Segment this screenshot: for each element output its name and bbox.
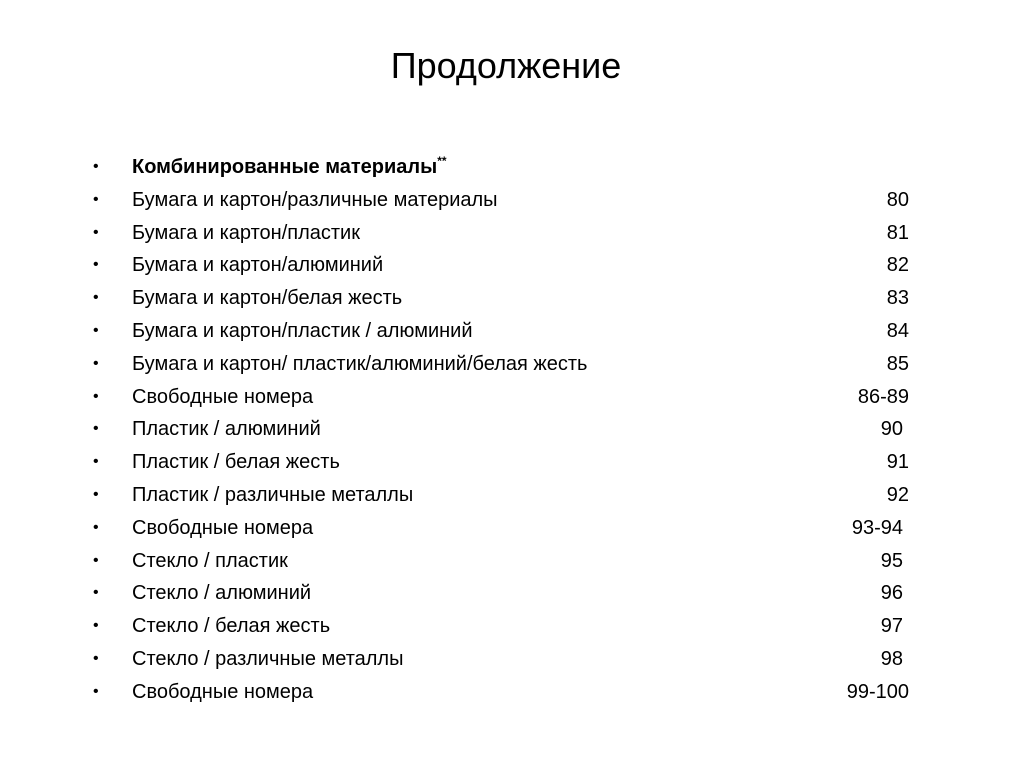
bullet-icon: • xyxy=(93,354,99,372)
list-item-code: 83 xyxy=(886,287,909,310)
list-item-label: Бумага и картон/пластик xyxy=(132,221,360,244)
bullet-icon: • xyxy=(93,223,99,241)
list-item xyxy=(0,512,1024,545)
list-item xyxy=(0,446,1024,479)
footnote-marker: ** xyxy=(437,154,447,168)
list-item-label: Стекло / пластик xyxy=(132,549,288,572)
bullet-icon: • xyxy=(93,420,99,438)
bullet-icon: • xyxy=(93,682,99,700)
bullet-icon: • xyxy=(93,453,99,471)
list-item-label: Свободные номера xyxy=(132,680,314,703)
bullet-icon: • xyxy=(93,289,99,307)
list-item-label: Стекло / белая жесть xyxy=(132,615,331,638)
list-item-code: 90 xyxy=(880,418,903,441)
list-item-code: 96 xyxy=(880,582,903,605)
list-item-label: Бумага и картон/различные материалы xyxy=(132,188,498,211)
list-item-code: 81 xyxy=(886,221,909,244)
list-item xyxy=(0,610,1024,643)
list-item-label: Пластик / алюминий xyxy=(132,418,321,441)
list-item-code: 86-89 xyxy=(857,385,909,408)
list-item-code: 84 xyxy=(886,319,909,342)
list-item-code: 98 xyxy=(880,647,903,670)
list-item xyxy=(0,676,1024,709)
list-item xyxy=(0,184,1024,217)
bullet-icon: • xyxy=(93,617,99,635)
list-item xyxy=(0,381,1024,414)
list-item-code: 99-100 xyxy=(846,680,909,703)
list-item-code: 97 xyxy=(880,615,903,638)
bullet-icon: • xyxy=(93,158,99,175)
list-item xyxy=(0,545,1024,578)
list-item-label: Стекло / алюминий xyxy=(132,582,312,605)
bullet-icon: • xyxy=(93,321,99,339)
list-item-code: 93-94 xyxy=(851,516,903,539)
bullet-icon: • xyxy=(93,387,99,405)
list-item xyxy=(0,315,1024,348)
list-item-label: Бумага и картон/ пластик/алюминий/белая жесть xyxy=(132,352,588,375)
materials-list xyxy=(0,151,1024,709)
slide-title: Продолжение xyxy=(390,45,622,86)
list-item-label xyxy=(132,151,447,184)
bullet-icon: • xyxy=(93,190,99,208)
bullet-icon: • xyxy=(93,485,99,503)
list-item xyxy=(0,643,1024,676)
list-item-label: Пластик / белая жесть xyxy=(132,451,340,474)
list-item xyxy=(0,413,1024,446)
list-item-code: 80 xyxy=(886,188,909,211)
bullet-icon: • xyxy=(93,518,99,536)
list-item xyxy=(0,217,1024,250)
list-item xyxy=(0,479,1024,512)
list-item-code: 92 xyxy=(886,483,909,506)
list-item-code: 82 xyxy=(886,254,909,277)
list-item-label: Свободные номера xyxy=(132,385,314,408)
list-item xyxy=(0,577,1024,610)
bullet-icon: • xyxy=(93,551,99,569)
list-item-label: Бумага и картон/пластик / алюминий xyxy=(132,319,473,342)
bullet-icon: • xyxy=(93,649,99,667)
list-item xyxy=(0,348,1024,381)
list-item-code: 95 xyxy=(880,549,903,572)
bullet-icon: • xyxy=(93,256,99,274)
list-item-label: Стекло / различные металлы xyxy=(132,647,404,670)
list-item-code: 91 xyxy=(886,451,909,474)
bullet-icon: • xyxy=(93,584,99,602)
list-item-code: 85 xyxy=(886,352,909,375)
list-item xyxy=(0,249,1024,282)
list-item-label: Бумага и картон/алюминий xyxy=(132,254,384,277)
list-item xyxy=(0,282,1024,315)
list-item-label: Пластик / различные металлы xyxy=(132,483,414,506)
list-item-header xyxy=(0,151,1024,184)
list-item-label: Бумага и картон/белая жесть xyxy=(132,287,403,310)
header-label-text: Комбинированные материалы xyxy=(132,156,438,178)
list-item-label: Свободные номера xyxy=(132,516,314,539)
